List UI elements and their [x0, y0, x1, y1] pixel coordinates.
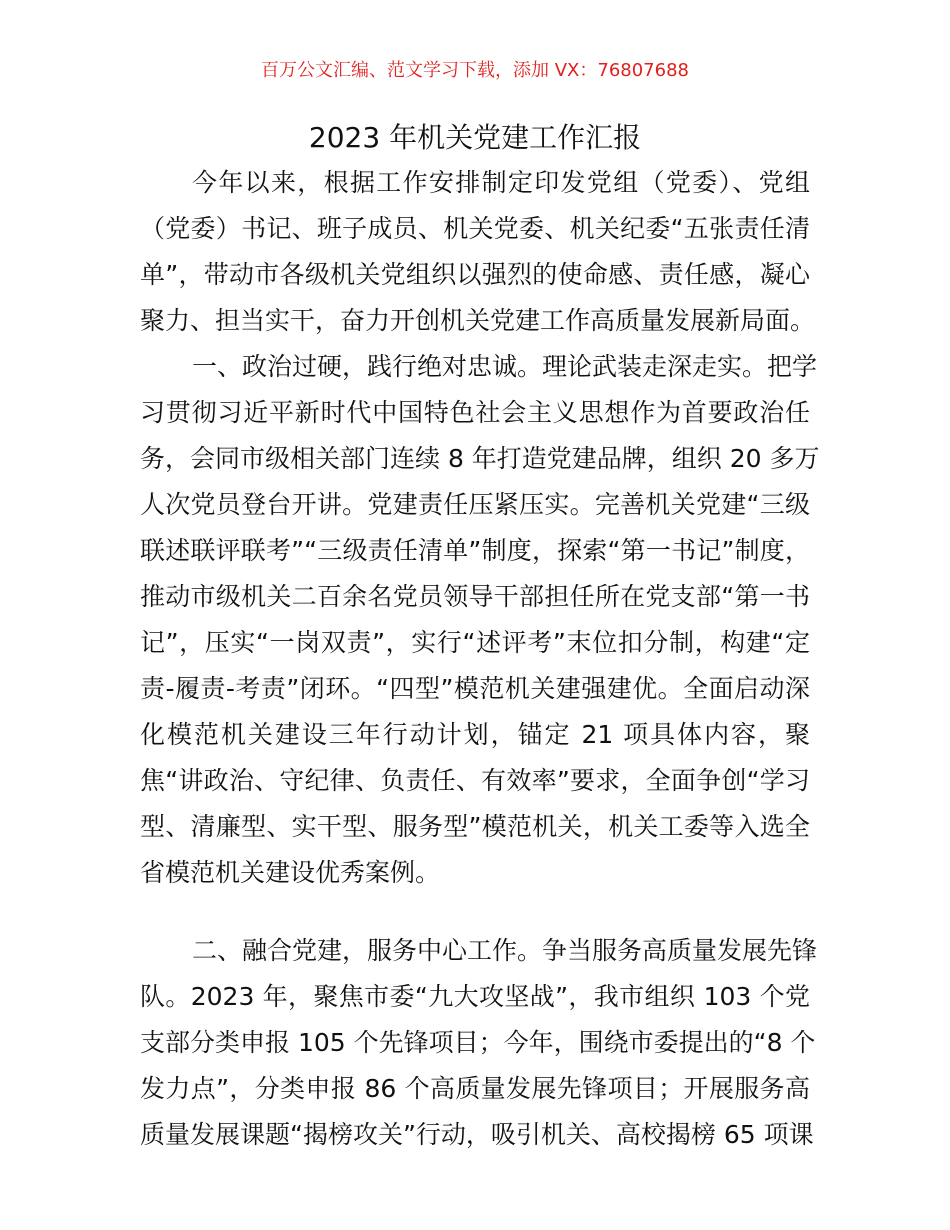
text-line: 一、政治过硬，践行绝对忠诚。理论武装走深走实。把学	[192, 352, 818, 381]
document-title: 2023 年机关党建工作汇报	[308, 121, 642, 154]
text-line: 型、清廉型、实干型、服务型”模范机关，机关工委等入选全	[140, 812, 810, 841]
paragraph	[140, 928, 818, 1158]
text-line: 推动市级机关二百余名党员领导干部担任所在党支部“第一书	[140, 582, 810, 611]
text-line: 习贯彻习近平新时代中国特色社会主义思想作为首要政治任	[140, 398, 810, 427]
text-line: 省模范机关建设优秀案例。	[140, 858, 441, 887]
text-line: （党委）书记、班子成员、机关党委、机关纪委“五张责任清	[140, 214, 810, 243]
text-line: 发力点”，分类申报 86 个高质量发展先锋项目；开展服务高	[140, 1074, 810, 1103]
paragraph	[140, 344, 820, 896]
text-line: 人次党员登台开讲。党建责任压紧压实。完善机关党建“三级	[140, 490, 810, 519]
document-body	[140, 160, 820, 1158]
text-line: 单”，带动市各级机关党组织以强烈的使命感、责任感，凝心	[140, 260, 810, 289]
text-line: 二、融合党建，服务中心工作。争当服务高质量发展先锋	[192, 936, 818, 965]
watermark-header: 百万公文汇编、范文学习下载，添加 VX：76807688	[261, 60, 689, 81]
text-line: 记”，压实“一岗双责”，实行“述评考”末位扣分制，构建“定	[140, 628, 810, 657]
text-line: 队。2023 年，聚焦市委“九大攻坚战”，我市组织 103 个党	[140, 982, 810, 1011]
text-line: 化模范机关建设三年行动计划，锚定 21 项具体内容，聚	[140, 720, 810, 749]
text-line: 焦“讲政治、守纪律、负责任、有效率”要求，全面争创“学习	[140, 766, 810, 795]
text-line: 聚力、担当实干，奋力开创机关党建工作高质量发展新局面。	[140, 306, 816, 335]
paragraph	[140, 160, 816, 344]
text-line: 联述联评联考”“三级责任清单”制度，探索“第一书记”制度，	[140, 536, 810, 565]
text-line: 务，会同市级相关部门连续 8 年打造党建品牌，组织 20 多万	[140, 444, 820, 473]
text-line: 今年以来，根据工作安排制定印发党组（党委）、党组	[192, 168, 810, 197]
text-line: 质量发展课题“揭榜攻关”行动，吸引机关、高校揭榜 65 项课	[140, 1120, 814, 1149]
text-line: 支部分类申报 105 个先锋项目；今年，围绕市委提出的“8 个	[140, 1028, 816, 1057]
text-line: 责-履责-考责”闭环。“四型”模范机关建强建优。全面启动深	[140, 674, 810, 703]
